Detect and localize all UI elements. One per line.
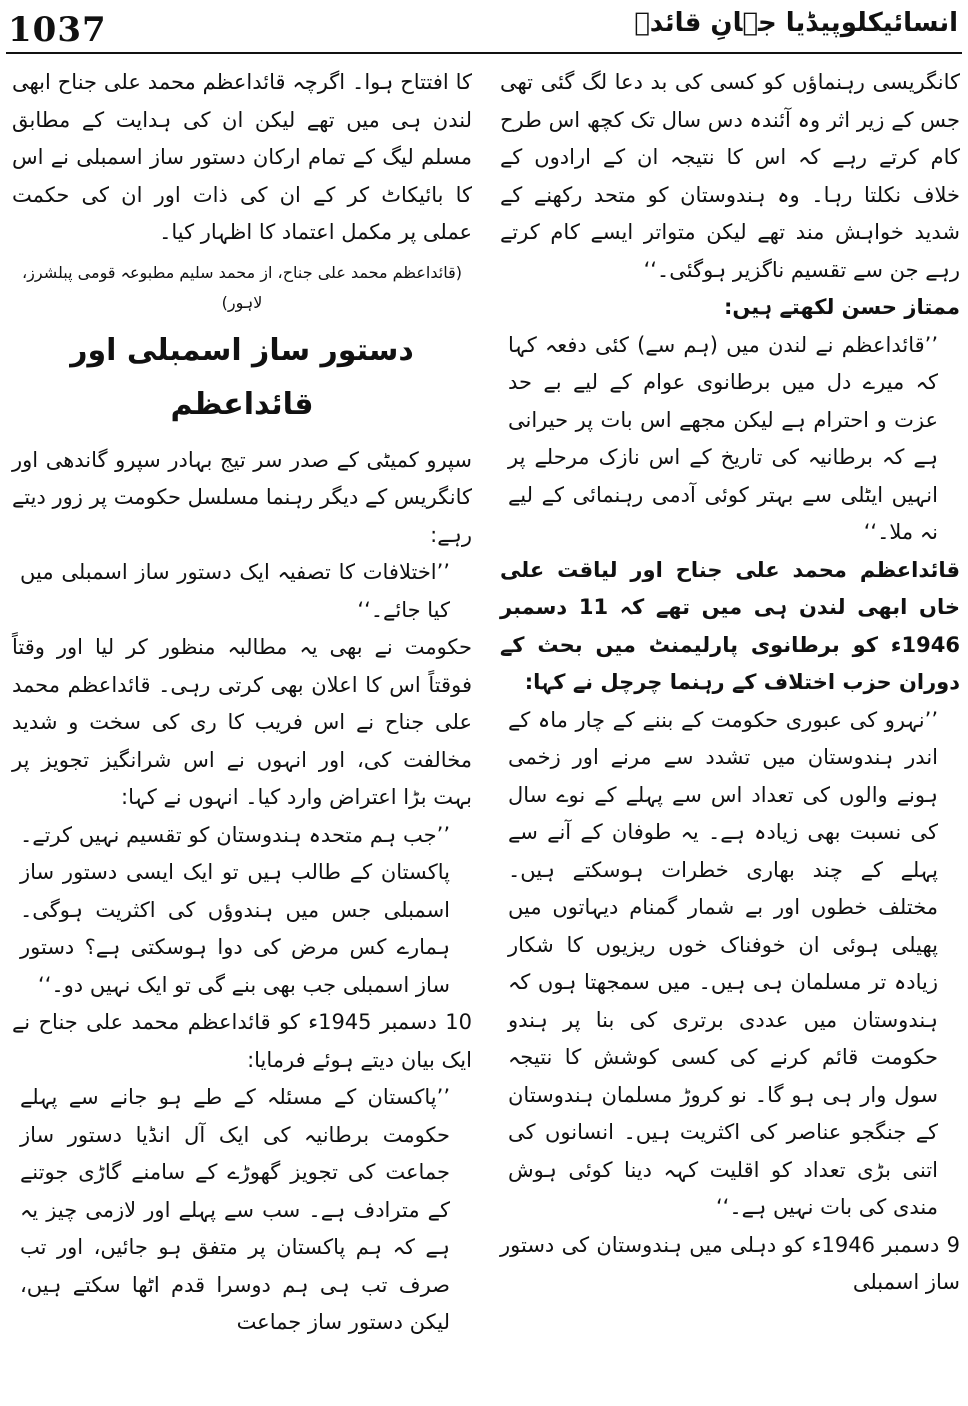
paragraph: قائداعظم محمد علی جناح اور لیاقت علی خاں ابھی لندن ہی میں تھے کہ 11 دسمبر 1946ء کو برطانوی پارلیمنٹ میں بحث کے دوران حزب اختلاف کے رہنما چرچل نے کہا: <box>500 557 960 694</box>
paragraph: 10 دسمبر 1945ء کو قائداعظم محمد علی جناح نے ایک بیان دیتے ہوئے فرمایا: <box>12 1010 472 1072</box>
section-heading: دستور ساز اسمبلی اور قائداعظم <box>70 332 414 422</box>
page-number: 1037 <box>8 10 107 50</box>
paragraph: کا افتتاح ہوا۔ اگرچہ قائداعظم محمد علی جناح ابھی لندن ہی میں تھے لیکن ان کی ہدایت کے مطابق مسلم لیگ کے تمام ارکان دستور ساز اسمبلی نے اس کا بائیکاٹ کر کے ان کی ذات اور ان کی حکمت عملی پر مکمل اعتماد کا اظہار کیا۔ <box>12 70 472 244</box>
quote-block: ’’اختلافات کا تصفیہ ایک دستور ساز اسمبلی میں کیا جائے۔‘‘ <box>20 560 450 622</box>
paragraph: 9 دسمبر 1946ء کو دہلی میں ہندوستان کی دستور ساز اسمبلی <box>500 1232 960 1294</box>
right-column <box>500 64 960 1302</box>
quote-block: ’’جب ہم متحدہ ہندوستان کو تقسیم نہیں کرتے۔ پاکستان کے طالب ہیں تو ایک ایسی دستور ساز اسمبلی جس میں ہندوؤں کی اکثریت ہوگی۔ ہمارے کس مرض کی دوا ہوسکتی ہے؟ دستور ساز اسمبلی جب بھی بنے گی تو ایک نہیں دو۔‘‘ <box>20 822 450 997</box>
quote-block: ’’پاکستان کے مسئلہ کے طے ہو جانے سے پہلے حکومت برطانیہ کی ایک آل انڈیا دستور ساز جماعت کی تجویز گھوڑے کے سامنے گاڑی جوتنے کے مترادف ہے۔ سب سے پہلے اور لازمی چیز یہ ہے کہ ہم پاکستان پر متفق ہو جائیں، اور تب صرف تب ہی ہم دوسرا قدم اٹھا سکتے ہیں، لیکن دستور ساز جماعت <box>20 1085 450 1334</box>
paragraph: حکومت نے بھی یہ مطالبہ منظور کر لیا اور وقتاً فوقتاً اس کا اعلان بھی کرتی رہی۔ قائداعظم محمد علی جناح نے اس فریب کا ری کی سخت و شدید مخالفت کی، اور انہوں نے اس شرانگیز تجویز پر بہت بڑا اعتراض وارد کیا۔ انہوں نے کہا: <box>12 635 472 809</box>
quote-block: ’’نہرو کی عبوری حکومت کے بننے کے چار ماہ کے اندر ہندوستان میں تشدد سے مرنے اور زخمی ہونے والوں کی تعداد اس سے پہلے کے نوے سال کی نسبت بھی زیادہ ہے۔ یہ طوفان کے آنے سے پہلے کے چند بھاری خطرات ہوسکتے ہیں۔ مختلف خطوں اور بے شمار گمنام دیہاتوں میں پھیلی ہوئی ان خوفناک خوں ریزیوں کا شکار زیادہ تر مسلمان ہی ہیں۔ میں سمجھتا ہوں کہ ہندوستان میں عددی برتری کی بنا پر ہندو حکومت قائم کرنے کی کسی کوشش کا نتیجہ سول وار ہی ہو گا۔ نو کروڑ مسلمان ہندوستان کے جنگجو عناصر کی اکثریت ہیں۔ انسانوں کی اتنی بڑی تعداد کو اقلیت کہہ دینا کوئی ہوش مندی کی بات نہیں ہے۔‘‘ <box>508 707 938 1219</box>
left-column <box>12 64 472 1342</box>
paragraph: کانگریسی رہنماؤں کو کسی کی بد دعا لگ گئی تھی جس کے زیر اثر وہ آئندہ دس سال تک کچھ اس طرح کام کرتے رہے کہ اس کا نتیجہ ان کے ارادوں کے خلاف نکلتا رہا۔ وہ ہندوستان کو متحد رکھنے کے شدید خواہش مند تھے لیکن متواتر ایسے کام کرتے رہے جن سے تقسیم ناگزیر ہوگئی۔‘‘ <box>500 70 960 282</box>
paragraph: ممتاز حسن لکھتے ہیں: <box>724 295 960 319</box>
quote-block: ’’قائداعظم نے لندن میں (ہم سے) کئی دفعہ کہا کہ میرے دل میں برطانوی عوام کے لیے بے حد عزت و احترام ہے لیکن مجھے اس بات پر حیرانی ہے کہ برطانیہ کی تاریخ کے اس نازک مرحلے پر انہیں ایٹلی سے بہتر کوئی آدمی رہنمائی کے لیے نہ ملا۔‘‘ <box>508 332 938 544</box>
citation: (قائداعظم محمد علی جناح، از محمد سلیم مطبوعہ قومی پبلشرز، لاہور) <box>22 262 462 312</box>
header-rule <box>6 52 962 54</box>
book-title: انسائیکلوپیڈیا جہانِ قائدؒ <box>634 8 958 38</box>
page-header <box>0 0 968 54</box>
paragraph: سپرو کمیٹی کے صدر سر تیج بہادر سپرو گاندھی اور کانگریس کے دیگر رہنما مسلسل حکومت پر زور دیتے رہے: <box>11 447 472 547</box>
